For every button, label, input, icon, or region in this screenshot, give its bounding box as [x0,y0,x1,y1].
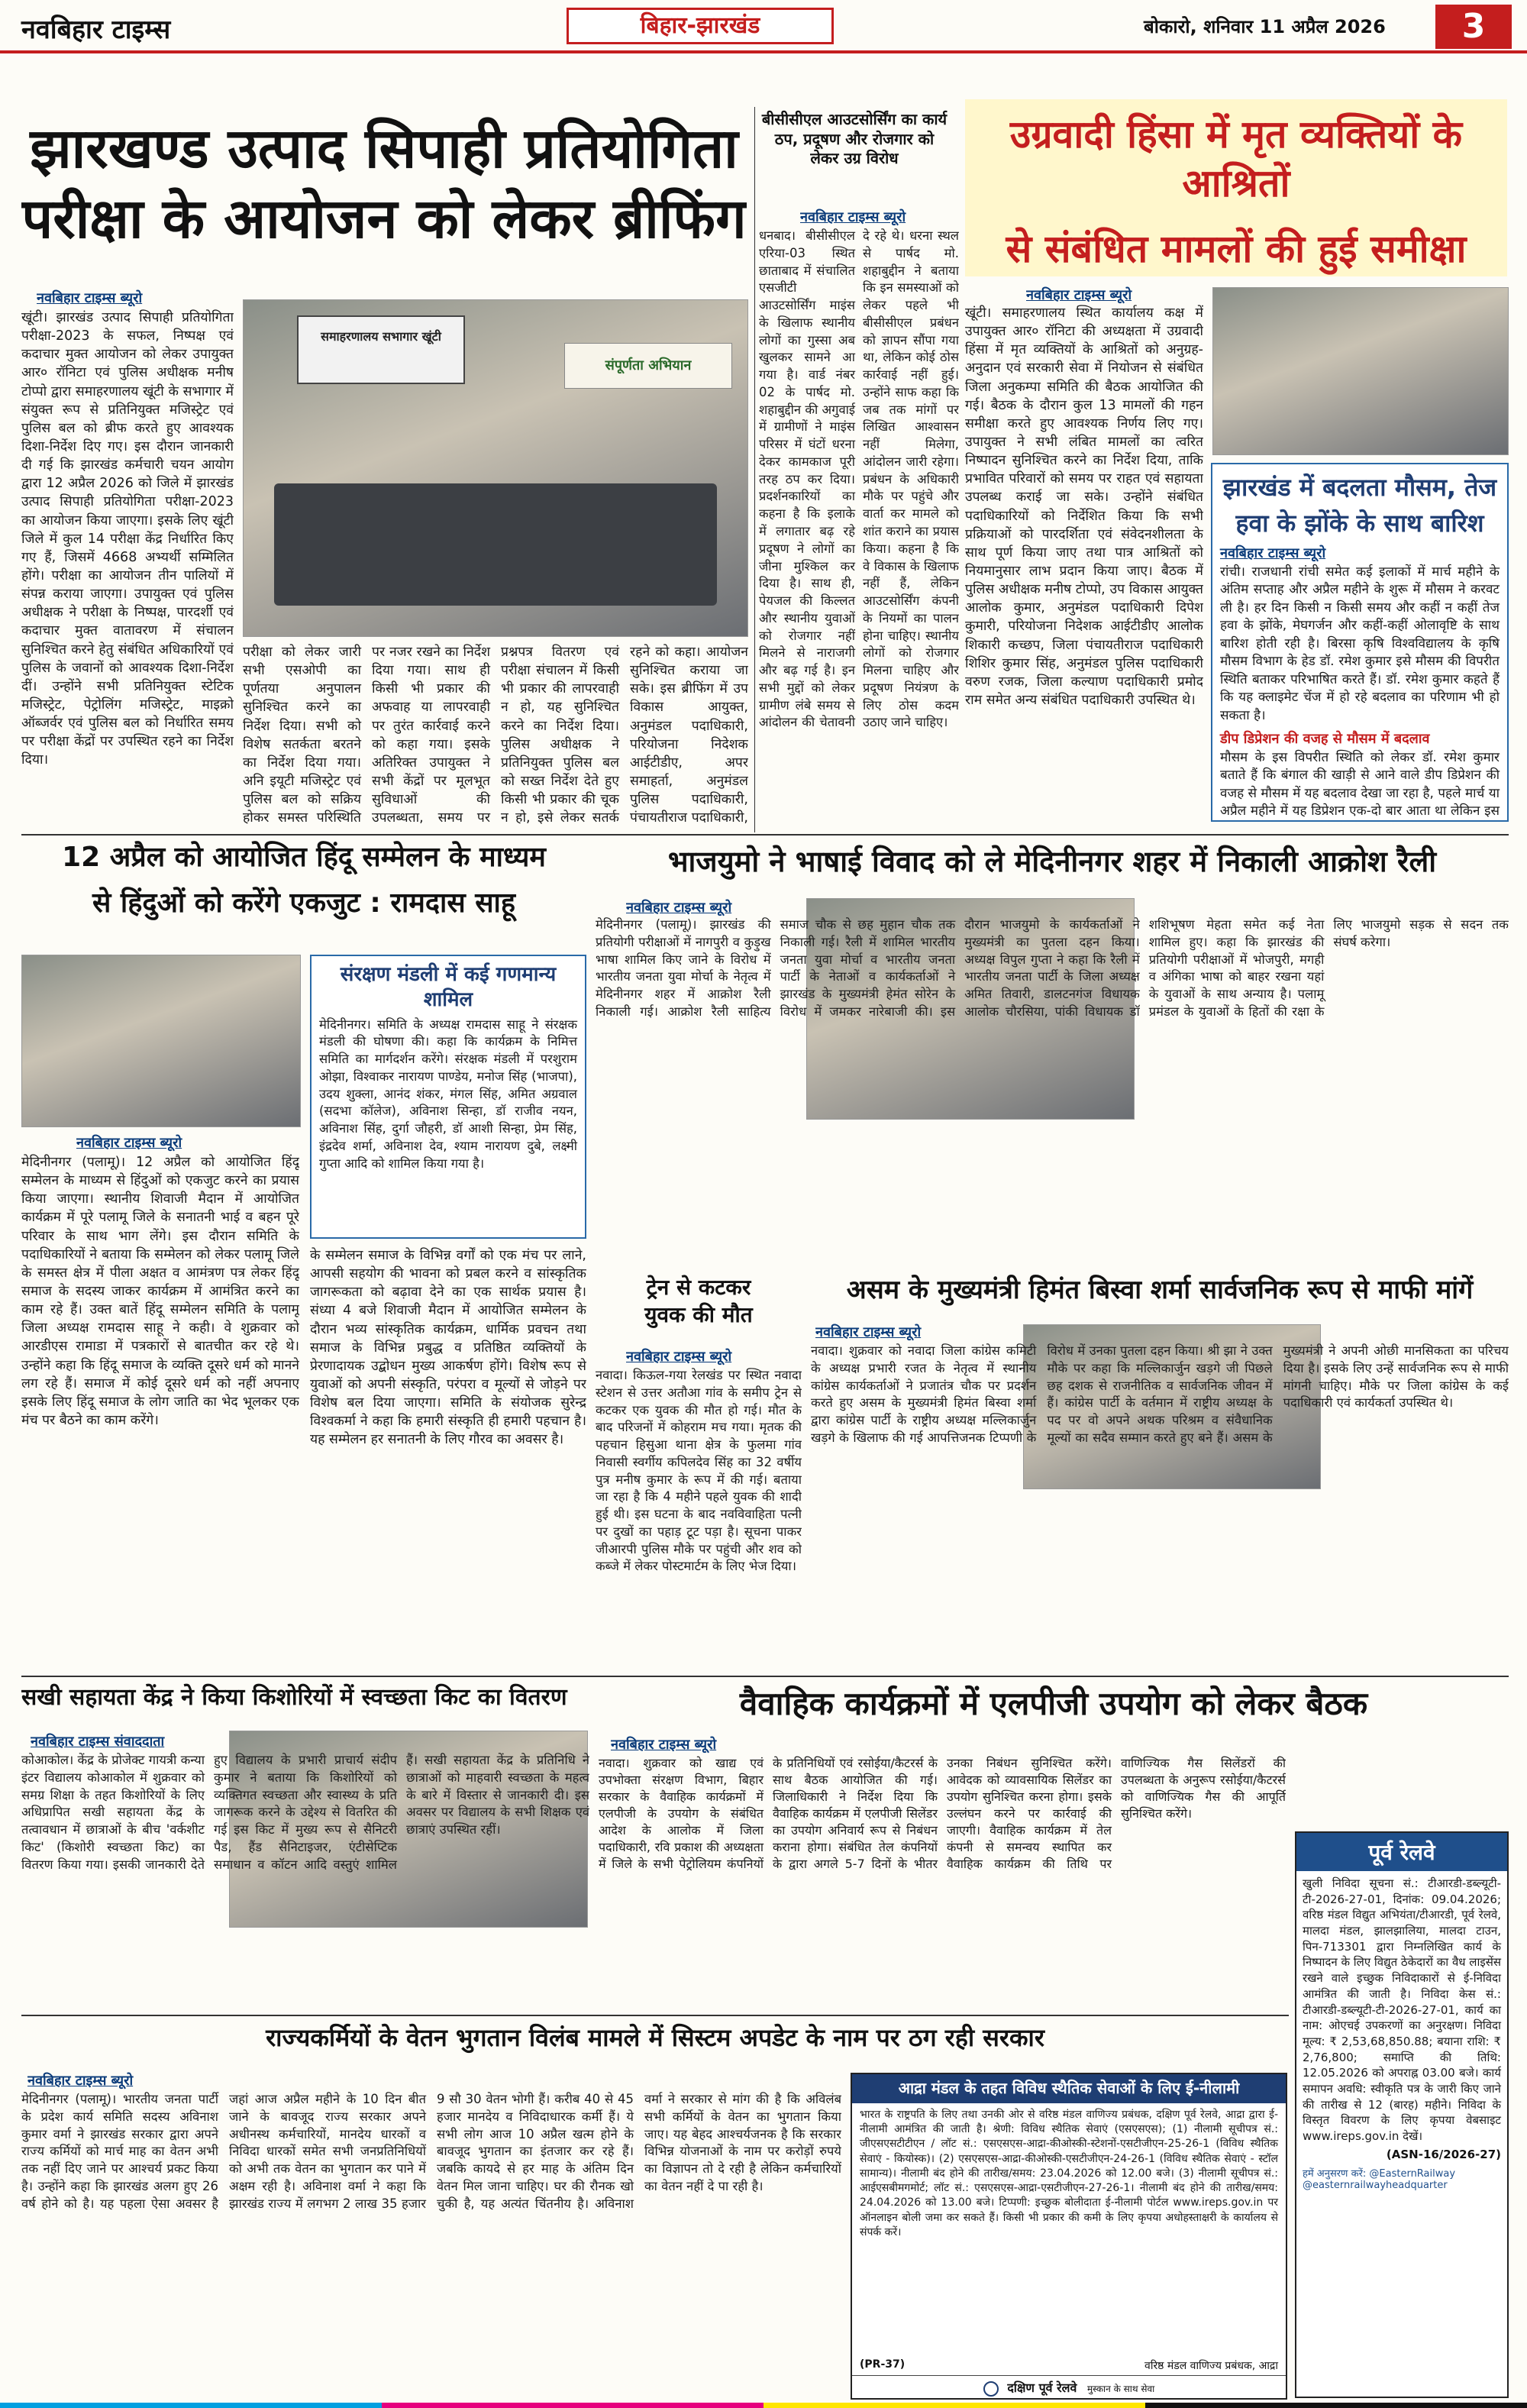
story3-byline-wrap [1026,286,1179,304]
story7-byline-wrap [626,1347,802,1366]
story1-photo [243,299,748,637]
story3-photo [1212,287,1509,455]
story4-headline-line1: झारखंड में बदलता मौसम, तेज [1222,473,1497,502]
story8-byline: नवबिहार टाइम्स ब्यूरो [815,1324,922,1340]
story7-headline-line1: ट्रेन से कटकर [646,1275,751,1300]
story3-headline-line1: उग्रवादी हिंसा में मृत व्यक्तियों के आश्रितों [1009,112,1463,205]
story1-photo-sign: समाहरणालय सभागार खूंटी [297,315,465,384]
story2-headline: बीसीसीएल आउटसोर्सिंग का कार्य ठप, प्रदूषण और रोजगार को लेकर उग्र विरोध [761,110,948,168]
story10-headline: वैवाहिक कार्यक्रमों में एलपीजी उपयोग को लेकर बैठक [739,1685,1368,1722]
story5-headline-line2: से हिंदुओं को करेंगे एकजुट : रामदास साहू [92,887,515,920]
story3-headline-line2: से संबंधित मामलों की हुई समीक्षा [1006,227,1467,271]
notice1-box [1295,1831,1509,2398]
story3-headline-box [965,99,1507,276]
divider-horizontal-3 [21,2015,1289,2016]
story10-byline: नवबिहार टाइम्स ब्यूरो [611,1737,717,1753]
story4-byline: नवबिहार टाइम्स ब्यूरो [1220,545,1326,561]
story4-subhead: डीप डिप्रेशन की वजह से मौसम में बदलाव [1220,730,1430,747]
story5-body-cont: के सम्मेलन समाज के विभिन्न वर्गों को एक मंच पर लाने, आपसी सहयोग की भावना को प्रबल करने व सांस्कृतिक जागरूकता को बढ़ावा देने का एक सार्थक प्रयास है। संध्या 4 बजे शिवाजी मैदान में आयोजित सम्मेलन के दौरान भव्य सांस्कृतिक कार्यक्रम, धार्मिक प्रवचन तथा समाज के विभिन्न प्रबुद्ध व प्रतिष्ठित व्यक्तियों के प्रेरणादायक उद्बोधन मुख्य आकर्षण होंगे। विशेष रूप से युवाओं को अपनी संस्कृति, परंपरा व मूल्यों से जोड़ने पर विशेष बल दिया जाएगा। समिति के संयोजक सुरेन्द्र विश्वकर्मा ने कहा कि हमारी संस्कृति ही हमारी पहचान है। यह सम्मेलन हर सनातनी के लिए गौरव का अवसर है। [310,1248,586,1448]
story5-box-body: मेदिनीनगर। समिति के अध्यक्ष रामदास साहू ने संरक्षक मंडली की घोषणा की। कहा कि कार्यक्रम के निमित्त समिति का मार्गदर्शन करेंगे। संरक्षक मंडली में परशुराम ओझा, विश्वाकर नारायण पाण्डेय, मनोज सिंह (भाजपा), उदय शुक्ला, आनंद शंकर, मंगल सिंह, अमित अग्रवाल (सदभा कॉलेज), अविनाश सिन्हा, डॉ राजीव नयन, अविनाश सिंह, दुर्गा जौहरी, डॉ आशी सिन्हा, प्रेम सिंह, इंद्रदेव शर्मा, अविनाश देव, श्याम नारायण दुबे, लक्ष्मी गुप्ता आदि को शामिल किया गया है। [319,1017,577,1171]
story11-body: मेदिनीनगर (पलामू)। भारतीय जनता पार्टी के प्रदेश कार्य समिति सदस्य अविनाश कुमार वर्मा ने झारखंड सरकार द्वारा अपने राज्य कर्मियों को मार्च माह का वेतन अभी तक नहीं दिए जाने पर आश्चर्य प्रकट किया है। उन्होंने कहा कि झारखंड अलग हुए 26 वर्ष होने को है। यह पहला ऐसा अवसर है जहां आज अप्रैल महीने के 10 दिन बीत जाने के बावजूद राज्य सरकार अपने अधीनस्थ कर्मचारियों, मानदेय धारकों व निविदा धारकों समेत सभी जनप्रतिनिधियों को अभी तक वेतन का भुगतान कर पाने में अक्षम रही है। अविनाश वर्मा ने कहा कि झारखंड राज्य में लगभग 2 लाख 35 हजार 9 सौ 30 वेतन भोगी हैं। करीब 40 से 45 हजार मानदेय व निविदाधारक कर्मी हैं। ये सभी लोग आज 10 अप्रैल खत्म होने के बावजूद भुगतान का इंतजार कर रहे हैं। जबकि कायदे से हर माह के अंतिम दिन वेतन मिल जाना चाहिए। घर की रौनक खो चुकी है, यह अत्यंत चिंतनीय है। अविनाश वर्मा ने सरकार से मांग की है कि अविलंब सभी कर्मियों के वेतन का भुगतान किया जाए। यह बेहद आश्चर्यजनक है कि सरकार विभिन्न योजनाओं के नाम पर करोड़ों रुपये का विज्ञापन तो दे रही है लेकिन कर्मचारियों का वेतन नहीं दे पा रही है। [21,2092,841,2211]
story1-body: खूंटी। झारखंड उत्पाद सिपाही प्रतियोगिता परीक्षा-2023 के सफल, निष्पक्ष एवं कदाचार मुक्त आयोजन को लेकर उपायुक्त आर० रॉनिटा एवं पुलिस अधीक्षक मनीष टोप्पो द्वारा समाहरणालय खूंटी के सभागार में संयुक्त रूप से प्रतिनियुक्त मजिस्ट्रेट एवं पुलिस बल को ब्रीफ करते हुए आवश्यक दिशा-निर्देश दिए गए। इस दौरान जानकारी दी गई कि झारखंड कर्मचारी चयन आयोग द्वारा 12 अप्रैल 2026 को जिले में झारखंड उत्पाद सिपाही प्रतियोगिता परीक्षा-2023 का आयोजन किया जाएगा। इसके लिए खूंटी जिले में कुल 14 परीक्षा केंद्र निर्धारित किए गए हैं, जिसमें 4668 अभ्यर्थी सम्मिलित होंगे। परीक्षा का आयोजन तीन पालियों में संपन्न कराया जाएगा। उपायुक्त एवं पुलिस अधीक्षक ने परीक्षा के निष्पक्ष, पारदर्शी एवं कदाचार मुक्त वातावरण में संचालन सुनिश्चित करने हेतु संबंधित अधिकारियों एवं पुलिस के जवानों को आवश्यक दिशा-निर्देश दीं। उन्होंने सभी प्रतिनियुक्त स्टेटिक मजिस्ट्रेट, पेट्रोलिंग मजिस्ट्रेट, माइक्रो ऑब्जर्वर एवं पुलिस बल को निर्धारित समय पर परीक्षा केंद्रों पर उपस्थित रहने का निर्देश दिया। [21,310,234,768]
story2-byline-wrap [800,208,953,226]
notice2-body: भारत के राष्ट्रपति के लिए तथा उनकी ओर से वरिष्ठ मंडल वाणिज्य प्रबंधक, दक्षिण पूर्व रेलवे, आद्रा द्वारा ई-नीलामी आमंत्रित की जाती है। श्रेणी: विविध स्थैतिक सेवाएं (एसएसएस); (1) नीलामी सूचीपत्र सं.: जीएसएसटीटीएन / लॉट सं.: एसएसएस-आद्रा-कीओस्की-स्टेशनों-एसटीजीएन-25-26-1 (विविध स्थैतिक सेवाएं - कियोस्क)। (2) एसएसएस-आद्रा-कीओस्की-एसटीजीएन-24-26-1 (विविध स्थैतिक सेवाएं - स्टॉल सामान्य)। नीलामी बंद होने की तारीख/समय: 23.04.2026 को 12.00 बजे। (3) नीलामी सूचीपत्र सं.: आईएसबीमगमोर्ट; लॉट सं.: एसएसएस-आद्रा-एसटीजीएन-27-26-1। नीलामी बंद होने की तारीख/समय: 24.04.2026 को 13.00 बजे। टिप्पणी: इच्छुक बोलीदाता ई-नीलामी पोर्टल www.ireps.gov.in पर ऑनलाइन बोली जमा कर सकते हैं। किसी भी प्रकार की कमी के लिए कृपया अधोहस्ताक्षरी के कार्यालय से संपर्क करें। [860,2108,1278,2239]
page-number: 3 [1435,5,1512,49]
story8-body: नवादा। शुक्रवार को नवादा जिला कांग्रेस कमिटी के अध्यक्ष प्रभारी रजत के नेतृत्व में स्थानीय कांग्रेस कार्यकर्ताओं ने प्रजातंत्र चौक पर प्रदर्शन करते हुए असम के मुख्यमंत्री हिमंत बिस्वा शर्मा द्वारा कांग्रेस पार्टी के राष्ट्रीय अध्यक्ष मल्लिकार्जुन खड़गे के खिलाफ की गई आपत्तिजनक टिप्पणी के विरोध में उनका पुतला दहन किया। श्री झा ने उक्त मौके पर कहा कि मल्लिकार्जुन खड़गे जी पिछले छह दशक से राजनीतिक व सार्वजनिक जीवन में हैं। कांग्रेस पार्टी के वर्तमान में राष्ट्रीय अध्यक्ष के पद पर वो अपने अथक परिश्रम व संवैधानिक मूल्यों का सदैव सम्मान करते हुए बने हैं। असम के मुख्यमंत्री ने अपनी ओछी मानसिकता का परिचय दिया है। इसके लिए उन्हें सार्वजनिक रूप से माफी मांगनी चाहिए। मौके पर जिला कांग्रेस के कई पदाधिकारी एवं कार्यकर्ता उपस्थित थे। [811,1343,1509,1445]
story2-byline: नवबिहार टाइम्स ब्यूरो [800,209,906,225]
notice1-title: पूर्व रेलवे [1296,1833,1507,1871]
story5-byline-wrap [76,1133,260,1152]
story7-body: नवादा। किऊल-गया रेलखंड पर स्थित नवादा स्टेशन से उत्तर अतौआ गांव के समीप ट्रेन से कटकर एक युवक की मौत हो गई। मौत के बाद परिजनों में कोहराम मच गया। मृतक की पहचान हिसुआ थाना क्षेत्र के फुलमा गांव निवासी स्वर्गीय कपिलदेव सिंह का 32 वर्षीय पुत्र मनीष कुमार के रूप में की गई। बताया जा रहा है कि 4 महीने पहले युवक की शादी हुई थी। इस घटना के बाद नवविवाहिता पत्नी पर दुखों का पहाड़ टूट पड़ा है। सूचना पाकर जीआरपी पुलिस मौके पर पहुंची और शव को कब्जे में लेकर पोस्टमार्टम के लिए भेज दिया। [596,1368,802,1574]
story8-headline: असम के मुख्यमंत्री हिमंत बिस्वा शर्मा सार्वजनिक रूप से माफी मांगें [846,1275,1474,1305]
story7-byline: नवबिहार टाइम्स ब्यूरो [626,1349,732,1365]
story1-headline-line1: झारखण्ड उत्पाद सिपाही प्रतियोगिता [30,116,738,180]
railway-logo-icon [983,2381,999,2397]
story7-headline-line2: युवक की मौत [644,1301,753,1327]
notice1-tender-no: (ASN-16/2026-27) [1386,2147,1501,2161]
paper-name: नवबिहार टाइम्स [21,15,171,45]
story6-byline-wrap [626,898,802,916]
masthead [0,0,1527,53]
story3-body: खूंटी। समाहरणालय स्थित कार्यालय कक्ष में उपायुक्त आर० रॉनिटा की अध्यक्षता में उग्रवादी हिंसा में मृत व्यक्तियों के आश्रितों को अनुग्रह-अनुदान एवं सरकारी सेवा में नियोजन से संबंधित जिला अनुकम्पा समिति की बैठक आयोजित की गई। बैठक के दौरान कुल 13 मामलों की गहन समीक्षा करते हुए आवश्यक निर्णय लिए गए। उपायुक्त ने सभी लंबित मामलों का त्वरित निष्पादन सुनिश्चित करने का निर्देश दिया, ताकि प्रभावित परिवारों को समय पर राहत एवं सहायता उपलब्ध कराई जा सके। उन्होंने संबंधित पदाधिकारियों को निर्देशित किया कि सभी प्रक्रियाओं को पारदर्शिता एवं संवेदनशीलता के साथ पूर्ण किया जाए तथा पात्र आश्रितों को नियमानुसार लाभ प्रदान किया जाए। बैठक में पुलिस अधीक्षक मनीष टोप्पो, उप विकास आयुक्त आलोक कुमार, अनुमंडल पदाधिकारी दिपेश कुमारी, परियोजना निदेशक आईटीडीए आलोक शिकारी कच्छप, जिला पंचायतीराज पदाधिकारी शिशिर कुमार सिंह, अनुमंडल पुलिस पदाधिकारी वरुण रजक, जिला कल्याण पदाधिकारी प्रमोद राम समेत अन्य संबंधित पदाधिकारी उपस्थित थे। [965,305,1203,708]
story7-headline [596,1274,802,1344]
story4-body: रांची। राजधानी रांची समेत कई इलाकों में मार्च महीने के अंतिम सप्ताह और अप्रैल महीने के शुरू में मौसम ने करवट ली है। हर दिन किसी न किसी समय और कहीं न कहीं तेज हवा के झोंके, मेघगर्जन और कहीं-कहीं ओलावृष्टि के साथ बारिश होती रही है। बिरसा कृषि विश्वविद्यालय के कृषि मौसम विभाग के हेड डॉ. रमेश कुमार इसे मौसम की विपरीत स्थिति बताकर परिभाषित करते हैं। डॉ. रमेश कुमार कहते हैं कि यह क्लाइमेट चेंज में हो रहे बदलाव का परिणाम भी हो सकता है। [1220,564,1500,723]
story5-body: मेदिनीनगर (पलामू)। 12 अप्रैल को आयोजित हिंदू सम्मेलन के माध्यम से हिंदुओं को एकजुट करने का प्रयास किया जाएगा। स्थानीय शिवाजी मैदान में आयोजित कार्यक्रम में पूरे पलामू जिले के सनातनी भाई व बहन पूरे परिवार के साथ भाग लेंगे। इस दौरान समिति के पदाधिकारियों ने बताया कि सम्मेलन को लेकर पलामू जिले के समस्त क्षेत्र में पीला अक्षत व आमंत्रण पत्र लेकर हिंदू समाज के सदस्य जाकर कार्यक्रम में आमंत्रित करने का काम रहे हैं। उक्त बातें हिंदू सम्मेलन समिति के पलामू जिला अध्यक्ष रामदास साहू ने कही। वे शुक्रवार को आरडीएस रामाडा में पत्रकारों से बातचीत कर रहे थे। उन्होंने कहा कि हिंदू समाज के व्यक्ति दूसरे धर्म को मानने लग रहे हैं। समाज में कोई दूसरे धर्म को नहीं अपनाए इसके लिए हिंदू समाज के लोग जाति का भेद भूलकर एक मंच पर बैठने का काम करेंगे। [21,1155,299,1428]
story4-body2: मौसम के इस विपरीत स्थिति को लेकर डॉ. रमेश कुमार बताते हैं कि बंगाल की खाड़ी से आने वाले डीप डिप्रेशन की वजह से मौसम में यह बदलाव देखा जा रहा है, पहले मार्च या अप्रैल महीने में यह डिप्रेशन एक-दो बार आता था लेकिन इस [1220,749,1500,819]
story10-byline-wrap [611,1735,779,1753]
story4-headline-line2: हवा के झोंके के साथ बारिश [1235,508,1484,538]
story11-headline: राज्यकर्मियों के वेतन भुगतान विलंब मामले में सिस्टम अपडेट के नाम पर ठग रही सरकार [266,2023,1044,2052]
story6-body: मेदिनीनगर (पलामू)। झारखंड की प्रतियोगी परीक्षाओं में नागपुरी व कुड़ुख भाषा शामिल किए जाने के विरोध में भारतीय जनता युवा मोर्चा के नेतृत्व में मेदिनीनगर शहर में आक्रोश रैली निकाली गई। आक्रोश रैली साहित्य समाज चौक से छह मुहान चौक तक निकाली गई। रैली में शामिल भारतीय जनता युवा मोर्चा व भारतीय जनता पार्टी के नेताओं व कार्यकर्ताओं ने झारखंड के मुख्यमंत्री हेमंत सोरेन के विरोध में जमकर नारेबाजी की। इस दौरान भाजयुमो के कार्यकर्ताओं ने मुख्यमंत्री का पुतला दहन किया। अध्यक्ष विपुल गुप्ता ने कहा कि रैली में भारतीय जनता पार्टी के जिला अध्यक्ष अमित तिवारी, डालटनगंज विधायक आलोक चौरसिया, पांकी विधायक डॉ शशिभूषण मेहता समेत कई नेता शामिल हुए। कहा कि झारखंड की प्रतियोगी परीक्षाओं में भोजपुरी, मगही व अंगिका भाषा को बाहर रखना यहां के युवाओं के साथ अन्याय है। पलामू प्रमंडल के युवाओं के हितों की रक्षा के लिए भाजयुमो सड़क से सदन तक संघर्ष करेगा। [596,917,1509,1019]
dateline: बोकारो, शनिवार 11 अप्रैल 2026 [1144,16,1386,37]
story1-byline-wrap [37,289,235,309]
story5-headline-line1: 12 अप्रैल को आयोजित हिंदू सम्मेलन के माध्यम [62,842,546,873]
story5-box-headline: संरक्षण मंडली में कई गणमान्य शामिल [340,963,557,1012]
story9-body: कोआकोल। केंद्र के प्रोजेक्ट गायत्री कन्या इंटर विद्यालय कोआकोल में शुक्रवार को समग्र शिक्षा के तहत किशोरियों के लिए अधिप्रापित सखी सहायता केंद्र के तत्वावधान में छात्राओं के बीच 'वर्कशीट किट' (किशोरी स्वच्छता किट) का वितरण किया गया। इसकी जानकारी देते हुए विद्यालय के प्रभारी प्राचार्य संदीप कुमार ने बताया कि किशोरियों को व्यक्तिगत स्वच्छता और स्वास्थ्य के प्रति जागरूक करने के उद्देश्य से वितरित की गई इस किट में मुख्य रूप से सैनिटरी पैड, हैंड सैनिटाइजर, एंटीसेप्टिक समाधान व कॉटन आदि वस्तुएं शामिल हैं। सखी सहायता केंद्र के प्रतिनिधि ने छात्राओं को माहवारी स्वच्छता के महत्व के बारे में विस्तार से जानकारी दी। इस अवसर पर विद्यालय के सभी शिक्षक एवं छात्राएं उपस्थित रहीं। [21,1753,589,1872]
notice2-footer [852,2375,1286,2398]
notice2-signatory: वरिष्ठ मंडल वाणिज्य प्रबंधक, आद्रा [1144,2360,1278,2372]
story9-headline: सखी सहायता केंद्र ने किया किशोरियों में स्वच्छता किट का वितरण [21,1684,567,1711]
notice1-body: खुली निविदा सूचना सं.: टीआरडी-डब्ल्यूटी-टी-2026-27-01, दिनांक: 09.04.2026; वरिष्ठ मंडल विद्युत अभियंता/टीआरडी, पूर्व रेलवे, मालदा मंडल, झालझालिया, मालदा टाउन, पिन-713301 द्वारा निम्नलिखित कार्य के निष्पादन के लिए विद्युत ठेकेदारों का वैध लाइसेंस रखने वाले इच्छुक निविदाकारों से ई-निविदा आमंत्रित की जाती है। निविदा केस सं.: टीआरडी-डब्ल्यूटी-टी-2026-27-01, कार्य का नाम: ओएचई उपकरणों का अनुरक्षण। निविदा मूल्य: ₹ 2,53,68,850.88; बयाना राशि: ₹ 2,76,800; समाप्ति की तिथि: 12.05.2026 को अपराह्न 03.00 बजे। कार्य समापन अवधि: स्वीकृति पत्र के जारी किए जाने की तारीख से 12 (बारह) महीने। निविदा के विस्तृत विवरण के लिए कृपया वेबसाइट www.ireps.gov.in देखें। [1303,1876,1501,2143]
story1-headline [21,113,747,304]
story11-byline-wrap [27,2071,195,2090]
story5-photo [21,955,301,1127]
divider-vertical [754,107,755,832]
story6-byline: नवबिहार टाइम्स ब्यूरो [626,900,732,916]
divider-horizontal [21,834,1509,836]
story2-body: धनबाद। बीसीसीएल एरिया-03 स्थित छाताबाद में संचालित एसजीटी आउटसोर्सिंग माइंस के खिलाफ स्थानीय लोगों का गुस्सा अब खुलकर सामने आ गया है। वार्ड नंबर 02 के पार्षद मो. शहाबुद्दीन की अगुवाई में ग्रामीणों ने माइंस परिसर में घंटों धरना देकर कामकाज पूरी तरह ठप कर दिया। प्रदर्शनकारियों का कहना है कि इलाके में लगातार बढ़ रहे प्रदूषण ने लोगों का जीना मुश्किल कर दिया है। साथ ही, पेयजल की किल्लत और स्थानीय युवाओं को रोजगार नहीं मिलने से नाराजगी और बढ़ गई है। इन सभी मुद्दों को लेकर ग्रामीण लंबे समय से आंदोलन की चेतावनी दे रहे थे। धरना स्थल से पार्षद मो. शहाबुद्दीन ने बताया कि इन समस्याओं को लेकर पहले भी बीसीसीएल प्रबंधन को ज्ञापन सौंपा गया था, लेकिन कोई ठोस कार्रवाई नहीं हुई। उन्होंने साफ कहा कि जब तक मांगों पर लिखित आश्वासन नहीं मिलेगा, आंदोलन जारी रहेगा। प्रबंधन के अधिकारी मौके पर पहुंचे और वार्ता कर मामले को शांत कराने का प्रयास किया। कहना है कि वे विकास के खिलाफ नहीं हैं, लेकिन आउटसोर्सिंग कंपनी के नियमों का पालन होना चाहिए। स्थानीय लोगों को रोजगार मिलना चाहिए और प्रदूषण नियंत्रण के लिए ठोस कदम उठाए जाने चाहिए। [759,228,959,730]
notice2-box [851,2073,1287,2400]
notice2-tagline: मुस्कान के साथ सेवा [1086,2384,1155,2394]
story11-byline: नवबिहार टाइम्स ब्यूरो [27,2073,134,2089]
story1-photo-banner: संपूर्णता अभियान [564,343,732,389]
story1-headline-line2: परीक्षा के आयोजन को लेकर ब्रीफिंग [21,186,747,251]
story8-byline-wrap [815,1323,983,1341]
story1-byline: नवबिहार टाइम्स ब्यूरो [37,290,143,306]
notice2-title: आद्रा मंडल के तहत विविध स्थैतिक सेवाओं के लिए ई-नीलामी [852,2074,1286,2103]
story9-byline: नवबिहार टाइम्स संवाददाता [31,1734,165,1750]
story5-headline [21,840,586,947]
story1-body-cont: परीक्षा को लेकर जारी सभी एसओपी का पूर्णतया अनुपालन सुनिश्चित करने का निर्देश दिया। सभी को विशेष सतर्कता बरतने का निर्देश दिया गया। अनि इयूटी मजिस्ट्रेट एवं पुलिस बल को सक्रिय होकर समस्त परिस्थिति पर नजर रखने का निर्देश दिया गया। साथ ही किसी भी प्रकार की अफवाह या लापरवाही पर तुरंत कार्रवाई करने को कहा गया। इसके अतिरिक्त उपायुक्त ने सभी केंद्रों पर मूलभूत सुविधाओं की उपलब्धता, समय पर प्रश्नपत्र वितरण एवं परीक्षा संचालन में किसी भी प्रकार की लापरवाही न हो, यह सुनिश्चित करने का निर्देश दिया। पुलिस अधीक्षक ने प्रतिनियुक्त पुलिस बल को सख्त निर्देश देते हुए किसी भी प्रकार की चूक न हो, इसे लेकर सतर्क रहने को कहा। आयोजन सुनिश्चित कराया जा सके। इस ब्रीफिंग में उप विकास आयुक्त, अनुमंडल पदाधिकारी, परियोजना निदेशक आईटीडीए, अपर समाहर्ता, अनुमंडल पुलिस पदाधिकारी, पंचायतीराज पदाधिकारी, [243,645,748,826]
notice1-follow: हमें अनुसरण करें: @EasternRailway @easternrailwayheadquarter [1303,2167,1456,2191]
notice2-code: (PR-37) [860,2358,906,2371]
story1-photo-table [274,483,717,606]
notice2-footer-label: दक्षिण पूर्व रेलवे [1007,2381,1077,2395]
story5-byline: नवबिहार टाइम्स ब्यूरो [76,1135,182,1151]
story4-box [1211,463,1509,822]
story5-box [310,955,586,1239]
story10-body: नवादा। शुक्रवार को खाद्य एवं उपभोक्ता संरक्षण विभाग, बिहार सरकार के वैवाहिक कार्यक्रमों में एलपीजी के उपयोग के संबंधित आदेश के आलोक में जिला पदाधिकारी, रवि प्रकाश की अध्यक्षता में जिले के सभी पेट्रोलियम कंपनियों के प्रतिनिधियों एवं रसोईया/कैटरर्स के साथ बैठक आयोजित की गई। जिलाधिकारी ने निर्देश दिया कि वैवाहिक कार्यक्रम में एलपीजी सिलेंडर का उपयोग अनिवार्य रूप से निबंधन कराना होगा। संबंधित तेल कंपनियों के द्वारा अगले 5-7 दिनों के भीतर उनका निबंधन सुनिश्चित करेंगे। आवेदक को व्यावसायिक सिलेंडर का उपयोग सुनिश्चित करना होगा। इसके उल्लंघन करने पर कार्रवाई की जाएगी। वैवाहिक कार्यक्रम में तेल कंपनी से समन्वय स्थापित कर वैवाहिक कार्यक्रम की तिथि पर वाणिज्यिक गैस सिलेंडरों की उपलब्धता के अनुरूप रसोईया/कैटरर्स को वाणिज्यिक गैस की आपूर्ति सुनिश्चित करेंगे। [599,1756,1286,1872]
story9-byline-wrap [31,1732,221,1750]
divider-horizontal-2 [21,1676,1509,1677]
story6-headline: भाजयुमो ने भाषाई विवाद को ले मेदिनीनगर शहर में निकाली आक्रोश रैली [667,845,1437,878]
registration-strip [0,2403,1527,2408]
story3-byline: नवबिहार टाइम्स ब्यूरो [1026,287,1132,303]
section-tag: बिहार-झारखंड [567,8,834,44]
